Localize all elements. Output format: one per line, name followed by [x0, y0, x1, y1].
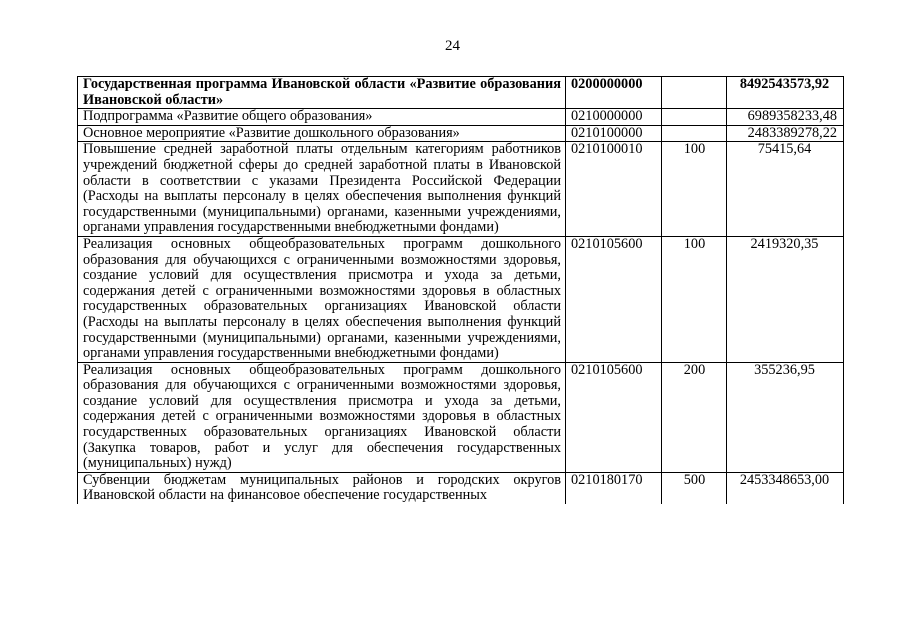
row-expense-type	[662, 77, 727, 109]
row-expense-type: 500	[662, 472, 727, 504]
page-number: 24	[445, 38, 460, 54]
table-row	[78, 362, 844, 472]
table-row	[78, 77, 844, 109]
row-expense-type	[662, 125, 727, 142]
row-expense-type	[662, 109, 727, 126]
row-name	[78, 472, 566, 504]
row-target-code: 0210100000	[566, 125, 662, 142]
row-name: Основное мероприятие «Развитие дошкольного образования»	[78, 125, 566, 142]
table-row	[78, 236, 844, 362]
row-name: Реализация основных общеобразовательных программ дошкольного образования для обучающихся с ограниченными возможностями здоровья, создание условий для осуществления присмотра и ухода за детьми, содержания детей с ограниченными возможностями здоровья в областных государственных образовательных организациях Ивановской области (Закупка товаров, работ и услуг для обеспечения государственных (муниципальных) нужд)	[78, 362, 566, 472]
row-expense-type: 200	[662, 362, 727, 472]
budget-table	[77, 76, 844, 504]
row-amount: 8492543573,92	[727, 77, 844, 109]
row-amount: 355236,95	[727, 362, 844, 472]
row-expense-type: 100	[662, 236, 727, 362]
row-amount: 2453348653,00	[727, 472, 844, 504]
row-amount: 2483389278,22	[727, 125, 844, 142]
row-amount: 6989358233,48	[727, 109, 844, 126]
row-target-code: 0210180170	[566, 472, 662, 504]
row-amount: 2419320,35	[727, 236, 844, 362]
row-target-code: 0210105600	[566, 236, 662, 362]
table-row	[78, 142, 844, 237]
row-target-code: 0210000000	[566, 109, 662, 126]
row-target-code: 0210105600	[566, 362, 662, 472]
row-target-code: 0200000000	[566, 77, 662, 109]
row-name: Повышение средней заработной платы отдельным категориям работников учреждений бюджетной сферы до средней заработной платы в Ивановской области в соответствии с указами Президента Российской Федерации (Расходы на выплаты персоналу в целях обеспечения выполнения функций государственными (муниципальными) органами, казенными учреждениями, органами управления государственными внебюджетными фондами)	[78, 142, 566, 237]
row-name-text: Субвенции бюджетам муниципальных районов и городских округов Ивановской области на финансовое обеспечение государственных	[83, 472, 561, 504]
row-amount: 75415,64	[727, 142, 844, 237]
table-row	[78, 125, 844, 142]
row-name: Реализация основных общеобразовательных программ дошкольного образования для обучающихся с ограниченными возможностями здоровья, создание условий для осуществления присмотра и ухода за детьми, содержания детей с ограниченными возможностями здоровья в областных государственных образовательных организациях Ивановской области (Расходы на выплаты персоналу в целях обеспечения выполнения функций государственными (муниципальными) органами, казенными учреждениями, органами управления государственными внебюджетными фондами)	[78, 236, 566, 362]
table-row	[78, 109, 844, 126]
row-expense-type: 100	[662, 142, 727, 237]
row-target-code: 0210100010	[566, 142, 662, 237]
row-name: Подпрограмма «Развитие общего образования»	[78, 109, 566, 126]
table-row	[78, 472, 844, 504]
row-name: Государственная программа Ивановской области «Развитие образования Ивановской области»	[78, 77, 566, 109]
